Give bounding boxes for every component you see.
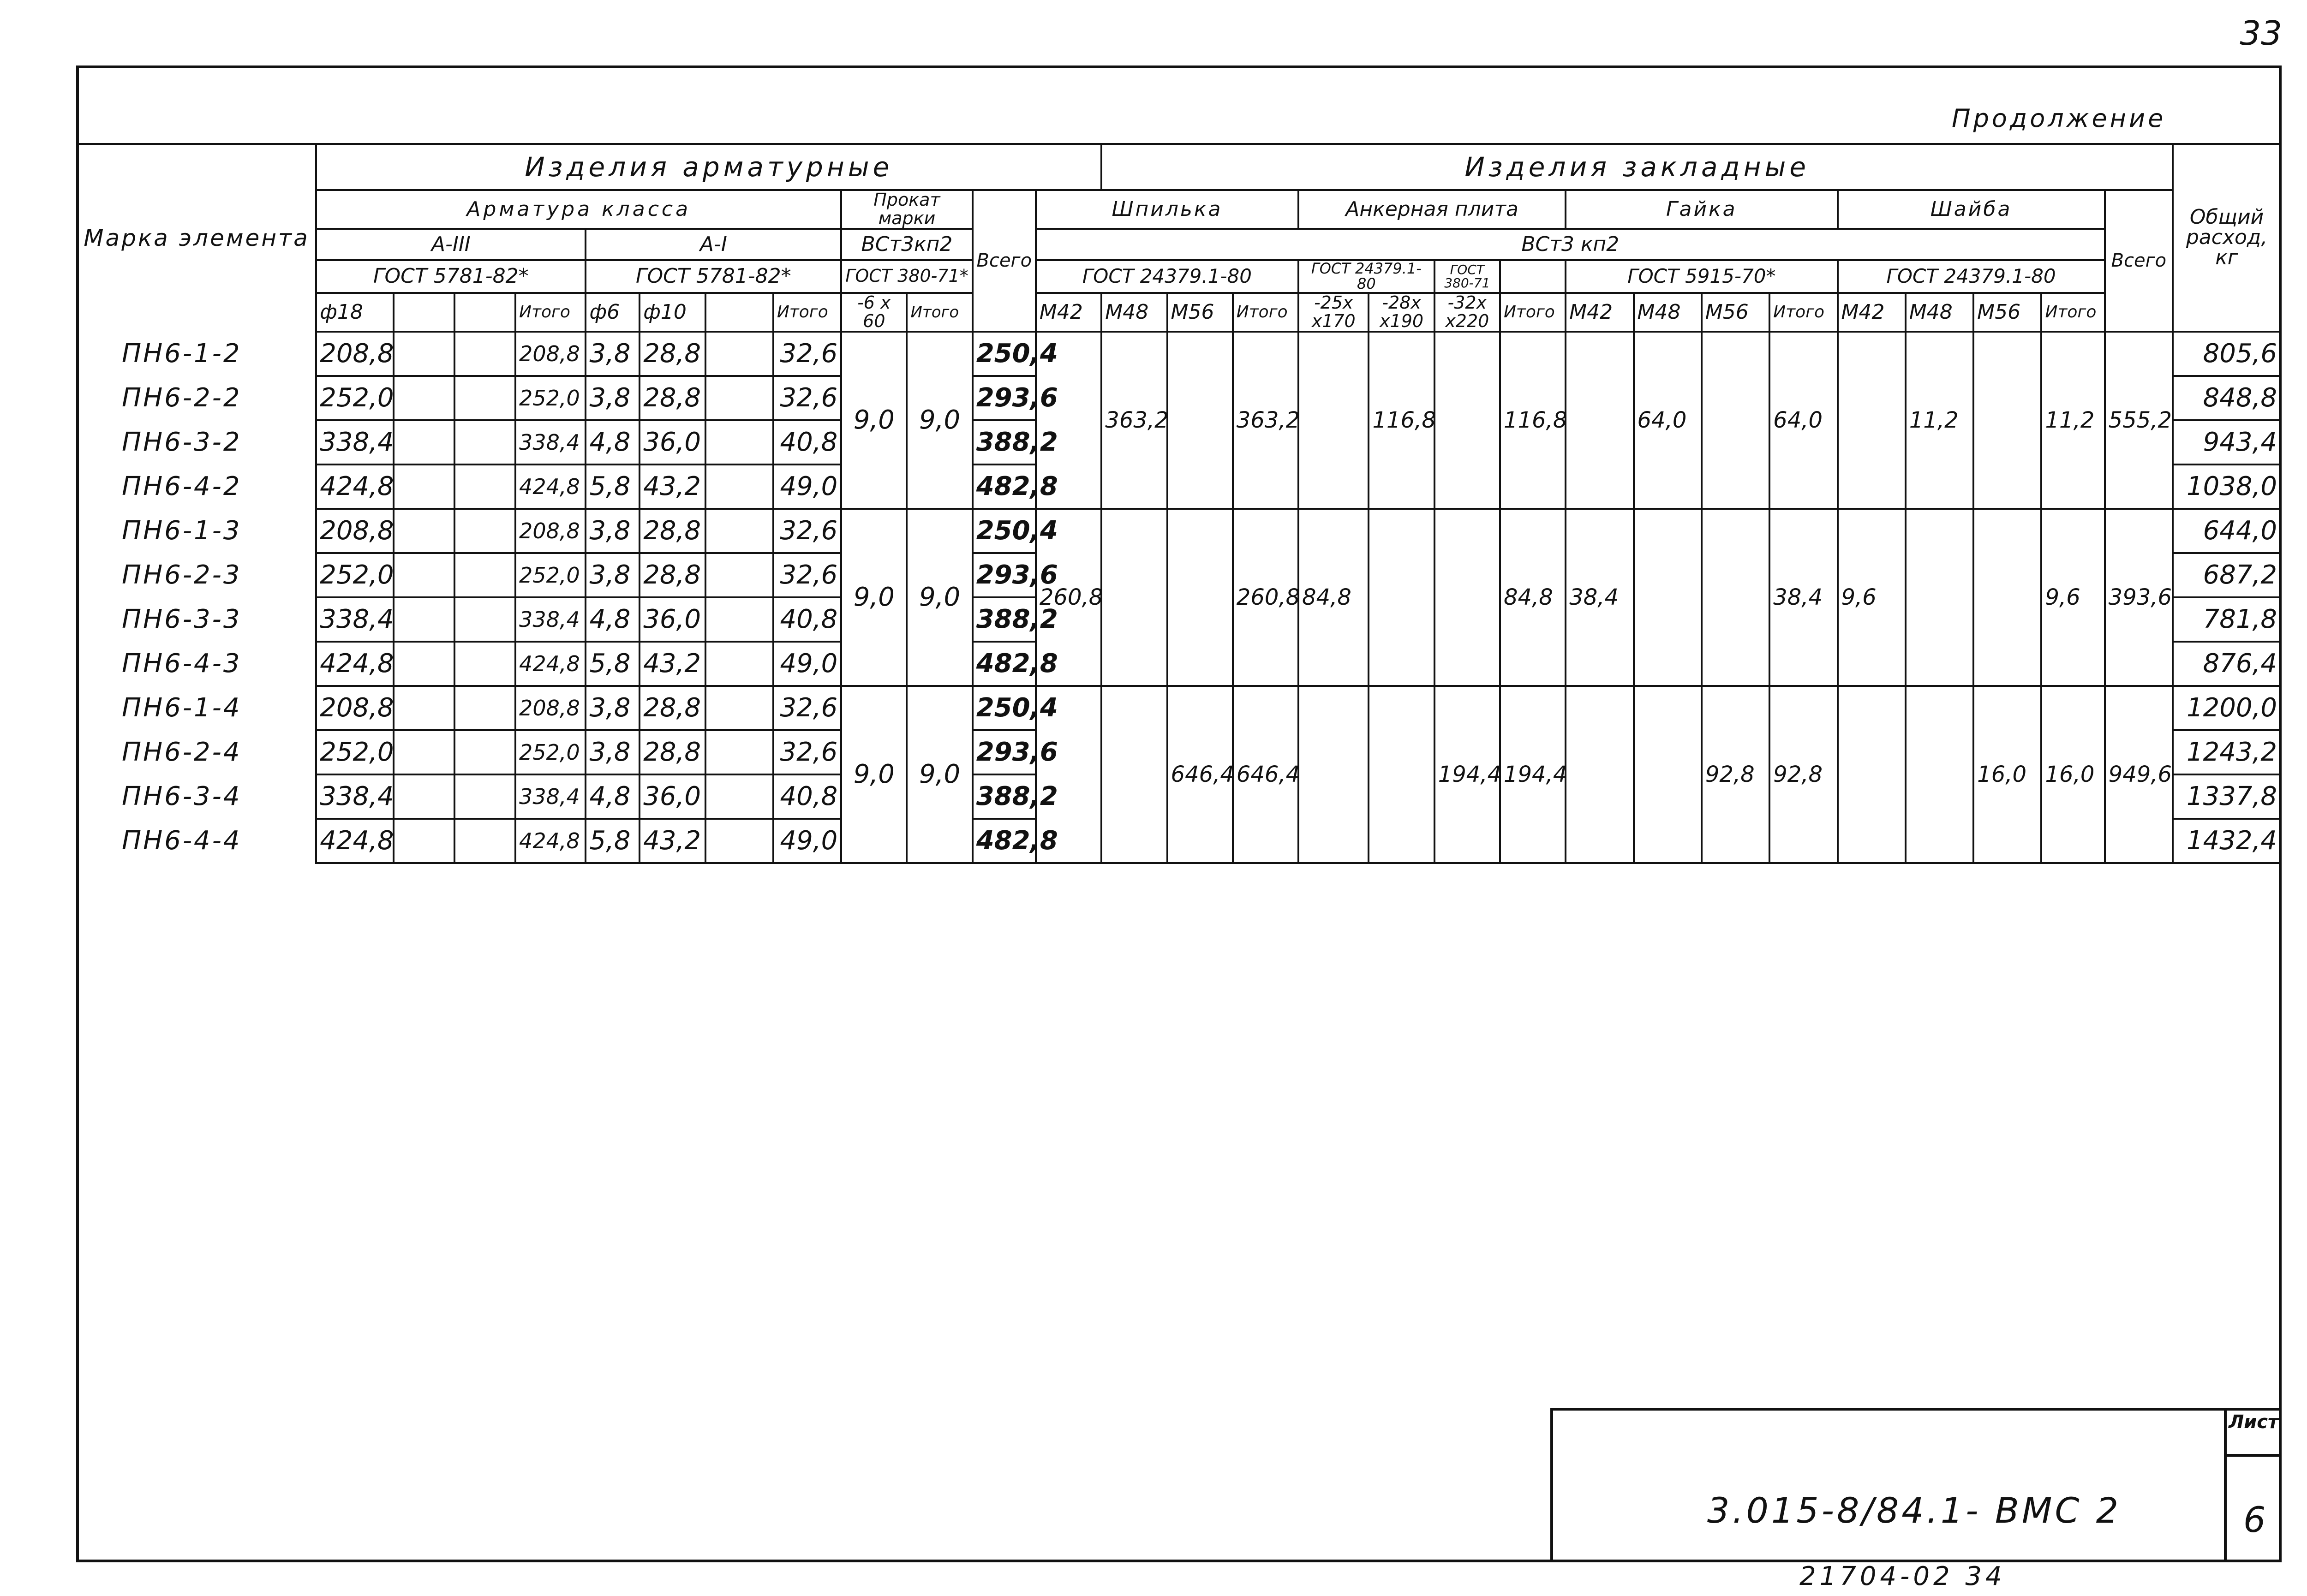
group-n56: 92,8 — [1702, 686, 1769, 863]
cell-empty — [454, 376, 515, 420]
nut-header: Гайка — [1566, 190, 1837, 229]
rolled-header: Прокат марки — [841, 190, 973, 229]
cell-d10: 36,0 — [640, 774, 705, 819]
row-mark: ПН6-1-2 — [77, 332, 316, 376]
col-n48: М48 — [1634, 293, 1702, 332]
cell-d18: 424,8 — [316, 465, 394, 509]
cell-rebar-vsego: 388,2 — [973, 420, 1036, 465]
group-p25 — [1298, 686, 1369, 863]
cell-rebar-vsego: 250,4 — [973, 332, 1036, 376]
specification-table-wrap — [76, 143, 2282, 864]
group-w48 — [1906, 509, 1973, 686]
cell-rebar-vsego: 388,2 — [973, 774, 1036, 819]
col-washer-itogo: Итого — [2041, 293, 2104, 332]
group-m48: 363,2 — [1101, 332, 1167, 509]
cell-d18: 338,4 — [316, 420, 394, 465]
cell-total: 943,4 — [2173, 420, 2281, 465]
group-p25: 84,8 — [1298, 509, 1369, 686]
row-mark: ПН6-2-2 — [77, 376, 316, 420]
cell-d18: 208,8 — [316, 332, 394, 376]
cell-d10: 28,8 — [640, 332, 705, 376]
cell-a3-itogo: 424,8 — [515, 642, 586, 686]
group-p25 — [1298, 332, 1369, 509]
cell-rebar-vsego: 482,8 — [973, 642, 1036, 686]
cell-rebar-vsego: 388,2 — [973, 597, 1036, 642]
cell-total: 1038,0 — [2173, 465, 2281, 509]
cell-empty — [394, 774, 454, 819]
row-mark: ПН6-1-3 — [77, 509, 316, 553]
group-rolled: 9,0 — [841, 509, 907, 686]
table-row — [77, 509, 2281, 553]
cell-d10: 36,0 — [640, 597, 705, 642]
cell-d10: 43,2 — [640, 642, 705, 686]
group-p32: 194,4 — [1434, 686, 1500, 863]
cell-d6: 5,8 — [586, 642, 640, 686]
group-w56 — [1973, 509, 2041, 686]
row-mark: ПН6-2-4 — [77, 730, 316, 774]
group-rolled: 9,0 — [841, 686, 907, 863]
col-m48: М48 — [1101, 293, 1167, 332]
cell-d18: 208,8 — [316, 509, 394, 553]
cell-a3-itogo: 338,4 — [515, 774, 586, 819]
cell-d10: 28,8 — [640, 509, 705, 553]
cell-a3-itogo: 252,0 — [515, 376, 586, 420]
group-nut-itogo: 64,0 — [1769, 332, 1837, 509]
cell-a1-itogo: 32,6 — [773, 509, 841, 553]
cell-total: 848,8 — [2173, 376, 2281, 420]
col-empty — [394, 293, 454, 332]
gost-a3: ГОСТ 5781-82* — [316, 260, 586, 293]
cell-a1-itogo: 40,8 — [773, 597, 841, 642]
cell-a1-itogo: 49,0 — [773, 642, 841, 686]
cell-a1-itogo: 32,6 — [773, 332, 841, 376]
group-m56 — [1167, 509, 1233, 686]
cell-empty — [705, 819, 773, 863]
rebar-group-header: Изделия арматурные — [316, 144, 1101, 190]
row-mark: ПН6-1-4 — [77, 686, 316, 730]
group-rolled-itogo: 9,0 — [907, 509, 972, 686]
cell-total: 1243,2 — [2173, 730, 2281, 774]
group-n42: 38,4 — [1566, 509, 1633, 686]
group-w48: 11,2 — [1906, 332, 1973, 509]
cell-d18: 252,0 — [316, 553, 394, 597]
col-p32: -32х х220 — [1434, 293, 1500, 332]
a1-header: А-I — [586, 229, 841, 260]
cell-empty — [454, 465, 515, 509]
gost-anchor: ГОСТ 24379.1-80 — [1298, 260, 1434, 293]
cell-d6: 3,8 — [586, 553, 640, 597]
table-row — [77, 332, 2281, 376]
cell-empty — [454, 819, 515, 863]
cell-a1-itogo: 32,6 — [773, 376, 841, 420]
group-m48 — [1101, 686, 1167, 863]
group-rolled-itogo: 9,0 — [907, 686, 972, 863]
col-plate-6x60: -6 х 60 — [841, 293, 907, 332]
group-n56 — [1702, 509, 1769, 686]
group-rolled-itogo: 9,0 — [907, 332, 972, 509]
col-rolled-itogo: Итого — [907, 293, 972, 332]
cell-empty — [394, 332, 454, 376]
rebar-vsego-header: Всего — [973, 190, 1036, 332]
group-n42 — [1566, 686, 1633, 863]
cell-total: 805,6 — [2173, 332, 2281, 376]
cell-empty — [705, 465, 773, 509]
group-n42 — [1566, 332, 1633, 509]
group-m48 — [1101, 509, 1167, 686]
sheet-label: Лист — [2229, 1411, 2279, 1433]
cell-rebar-vsego: 482,8 — [973, 465, 1036, 509]
cell-d6: 4,8 — [586, 774, 640, 819]
rebar-class-header: Арматура класса — [316, 190, 841, 229]
cell-d18: 252,0 — [316, 376, 394, 420]
cell-a1-itogo: 40,8 — [773, 774, 841, 819]
cell-d6: 4,8 — [586, 420, 640, 465]
cell-empty — [394, 465, 454, 509]
cell-rebar-vsego: 293,6 — [973, 730, 1036, 774]
group-m56: 646,4 — [1167, 686, 1233, 863]
cell-empty — [454, 420, 515, 465]
cell-d6: 3,8 — [586, 686, 640, 730]
col-d6: ф6 — [586, 293, 640, 332]
group-plate-itogo: 194,4 — [1500, 686, 1566, 863]
cell-d6: 5,8 — [586, 819, 640, 863]
cell-d10: 43,2 — [640, 465, 705, 509]
group-w42 — [1838, 686, 1906, 863]
anchor-plate-header: Анкерная плита — [1298, 190, 1566, 229]
col-n56: М56 — [1702, 293, 1769, 332]
gost-a1: ГОСТ 5781-82* — [586, 260, 841, 293]
cell-d10: 28,8 — [640, 376, 705, 420]
cell-empty — [705, 553, 773, 597]
cell-empty — [705, 597, 773, 642]
row-mark: ПН6-2-3 — [77, 553, 316, 597]
cell-empty — [454, 509, 515, 553]
col-empty — [454, 293, 515, 332]
group-stud-itogo: 646,4 — [1233, 686, 1298, 863]
group-w56: 16,0 — [1973, 686, 2041, 863]
cell-a1-itogo: 32,6 — [773, 730, 841, 774]
cell-empty — [454, 774, 515, 819]
table-row — [77, 686, 2281, 730]
col-p28: -28х х190 — [1369, 293, 1434, 332]
group-embed-vsego: 949,6 — [2105, 686, 2173, 863]
archive-number: 21704-02 34 — [1799, 1561, 2006, 1591]
cell-empty — [705, 686, 773, 730]
row-mark: ПН6-3-4 — [77, 774, 316, 819]
group-w42: 9,6 — [1838, 509, 1906, 686]
cell-d10: 28,8 — [640, 553, 705, 597]
col-d10: ф10 — [640, 293, 705, 332]
cell-a3-itogo: 252,0 — [515, 553, 586, 597]
continuation-label: Продолжение — [1952, 104, 2166, 133]
cell-empty — [705, 509, 773, 553]
cell-d10: 36,0 — [640, 420, 705, 465]
cell-a3-itogo: 338,4 — [515, 420, 586, 465]
cell-total: 644,0 — [2173, 509, 2281, 553]
cell-empty — [394, 819, 454, 863]
cell-empty — [705, 376, 773, 420]
col-n42: М42 — [1566, 293, 1633, 332]
total-header: Общий расход, кг — [2173, 144, 2281, 332]
embed-group-header: Изделия закладные — [1101, 144, 2173, 190]
group-p28 — [1369, 509, 1434, 686]
title-divider — [2224, 1454, 2282, 1457]
cell-empty — [454, 597, 515, 642]
cell-d18: 424,8 — [316, 819, 394, 863]
col-m56: М56 — [1167, 293, 1233, 332]
group-washer-itogo: 11,2 — [2041, 332, 2104, 509]
col-nut-itogo: Итого — [1769, 293, 1837, 332]
mark-header: Марка элемента — [77, 144, 316, 332]
cell-a3-itogo: 338,4 — [515, 597, 586, 642]
rolled-grade: ВСт3кп2 — [841, 229, 973, 260]
cell-empty — [705, 730, 773, 774]
cell-d6: 5,8 — [586, 465, 640, 509]
gost-anchor-2: ГОСТ 380-71 — [1434, 260, 1500, 293]
cell-d10: 43,2 — [640, 819, 705, 863]
cell-rebar-vsego: 250,4 — [973, 686, 1036, 730]
cell-empty — [394, 420, 454, 465]
cell-a3-itogo: 208,8 — [515, 332, 586, 376]
cell-empty — [394, 509, 454, 553]
cell-empty — [394, 553, 454, 597]
row-mark: ПН6-4-4 — [77, 819, 316, 863]
gost-washer: ГОСТ 24379.1-80 — [1838, 260, 2105, 293]
cell-d18: 338,4 — [316, 774, 394, 819]
group-n48 — [1634, 509, 1702, 686]
page-number: 33 — [2240, 14, 2282, 53]
sheet-number: 6 — [2243, 1499, 2266, 1540]
cell-d18: 208,8 — [316, 686, 394, 730]
cell-d6: 3,8 — [586, 332, 640, 376]
cell-empty — [394, 597, 454, 642]
cell-rebar-vsego: 482,8 — [973, 819, 1036, 863]
cell-empty — [454, 642, 515, 686]
col-m42: М42 — [1036, 293, 1101, 332]
cell-rebar-vsego: 293,6 — [973, 553, 1036, 597]
cell-a1-itogo: 49,0 — [773, 465, 841, 509]
cell-empty — [454, 332, 515, 376]
group-plate-itogo: 84,8 — [1500, 509, 1566, 686]
col-w48: М48 — [1906, 293, 1973, 332]
cell-empty — [394, 376, 454, 420]
col-w56: М56 — [1973, 293, 2041, 332]
group-p28: 116,8 — [1369, 332, 1434, 509]
embed-vsego-header: Всего — [2105, 190, 2173, 332]
group-washer-itogo: 16,0 — [2041, 686, 2104, 863]
col-a3-itogo: Итого — [515, 293, 586, 332]
group-p28 — [1369, 686, 1434, 863]
group-n48 — [1634, 686, 1702, 863]
col-p25: -25х х170 — [1298, 293, 1369, 332]
group-n48: 64,0 — [1634, 332, 1702, 509]
group-stud-itogo: 363,2 — [1233, 332, 1298, 509]
cell-rebar-vsego: 250,4 — [973, 509, 1036, 553]
gost-stud: ГОСТ 24379.1-80 — [1036, 260, 1298, 293]
col-d18: ф18 — [316, 293, 394, 332]
group-embed-vsego: 393,6 — [2105, 509, 2173, 686]
cell-a3-itogo: 424,8 — [515, 465, 586, 509]
cell-d18: 424,8 — [316, 642, 394, 686]
col-stud-itogo: Итого — [1233, 293, 1298, 332]
a3-header: А-III — [316, 229, 586, 260]
col-empty — [705, 293, 773, 332]
group-w48 — [1906, 686, 1973, 863]
group-p32 — [1434, 332, 1500, 509]
cell-empty — [394, 730, 454, 774]
cell-d6: 3,8 — [586, 509, 640, 553]
cell-empty — [394, 686, 454, 730]
gost-rolled: ГОСТ 380-71* — [841, 260, 973, 293]
cell-a3-itogo: 208,8 — [515, 686, 586, 730]
group-plate-itogo: 116,8 — [1500, 332, 1566, 509]
row-mark: ПН6-4-2 — [77, 465, 316, 509]
group-w56 — [1973, 332, 2041, 509]
cell-d18: 338,4 — [316, 597, 394, 642]
cell-empty — [705, 420, 773, 465]
col-w42: М42 — [1838, 293, 1906, 332]
cell-empty — [394, 642, 454, 686]
col-a1-itogo: Итого — [773, 293, 841, 332]
cell-total: 781,8 — [2173, 597, 2281, 642]
cell-empty — [705, 642, 773, 686]
title-block — [1550, 1408, 2282, 1562]
cell-a3-itogo: 424,8 — [515, 819, 586, 863]
cell-total: 1200,0 — [2173, 686, 2281, 730]
cell-d10: 28,8 — [640, 686, 705, 730]
cell-a1-itogo: 32,6 — [773, 686, 841, 730]
stud-header: Шпилька — [1036, 190, 1298, 229]
row-mark: ПН6-4-3 — [77, 642, 316, 686]
cell-d10: 28,8 — [640, 730, 705, 774]
cell-empty — [454, 730, 515, 774]
cell-empty — [454, 686, 515, 730]
group-nut-itogo: 38,4 — [1769, 509, 1837, 686]
cell-d18: 252,0 — [316, 730, 394, 774]
cell-d6: 3,8 — [586, 376, 640, 420]
group-n56 — [1702, 332, 1769, 509]
group-embed-vsego: 555,2 — [2105, 332, 2173, 509]
gost-empty — [1500, 260, 1566, 293]
document-code: 3.015-8/84.1- ВМС 2 — [1707, 1490, 2122, 1531]
cell-a3-itogo: 208,8 — [515, 509, 586, 553]
group-nut-itogo: 92,8 — [1769, 686, 1837, 863]
gost-nut: ГОСТ 5915-70* — [1566, 260, 1837, 293]
group-w42 — [1838, 332, 1906, 509]
row-mark: ПН6-3-3 — [77, 597, 316, 642]
group-stud-itogo: 260,8 — [1233, 509, 1298, 686]
row-mark: ПН6-3-2 — [77, 420, 316, 465]
cell-a1-itogo: 32,6 — [773, 553, 841, 597]
cell-d6: 3,8 — [586, 730, 640, 774]
cell-a3-itogo: 252,0 — [515, 730, 586, 774]
group-p32 — [1434, 509, 1500, 686]
cell-total: 876,4 — [2173, 642, 2281, 686]
specification-table — [76, 143, 2282, 864]
group-washer-itogo: 9,6 — [2041, 509, 2104, 686]
cell-total: 687,2 — [2173, 553, 2281, 597]
col-plate-itogo: Итого — [1500, 293, 1566, 332]
cell-total: 1432,4 — [2173, 819, 2281, 863]
embed-grade: ВСт3 кп2 — [1036, 229, 2105, 260]
washer-header: Шайба — [1838, 190, 2105, 229]
group-rolled: 9,0 — [841, 332, 907, 509]
cell-rebar-vsego: 293,6 — [973, 376, 1036, 420]
group-m56 — [1167, 332, 1233, 509]
cell-a1-itogo: 40,8 — [773, 420, 841, 465]
group-m42: 260,8 — [1036, 509, 1101, 686]
cell-a1-itogo: 49,0 — [773, 819, 841, 863]
title-divider — [2224, 1408, 2227, 1562]
cell-empty — [454, 553, 515, 597]
cell-total: 1337,8 — [2173, 774, 2281, 819]
cell-d6: 4,8 — [586, 597, 640, 642]
cell-empty — [705, 332, 773, 376]
cell-empty — [705, 774, 773, 819]
